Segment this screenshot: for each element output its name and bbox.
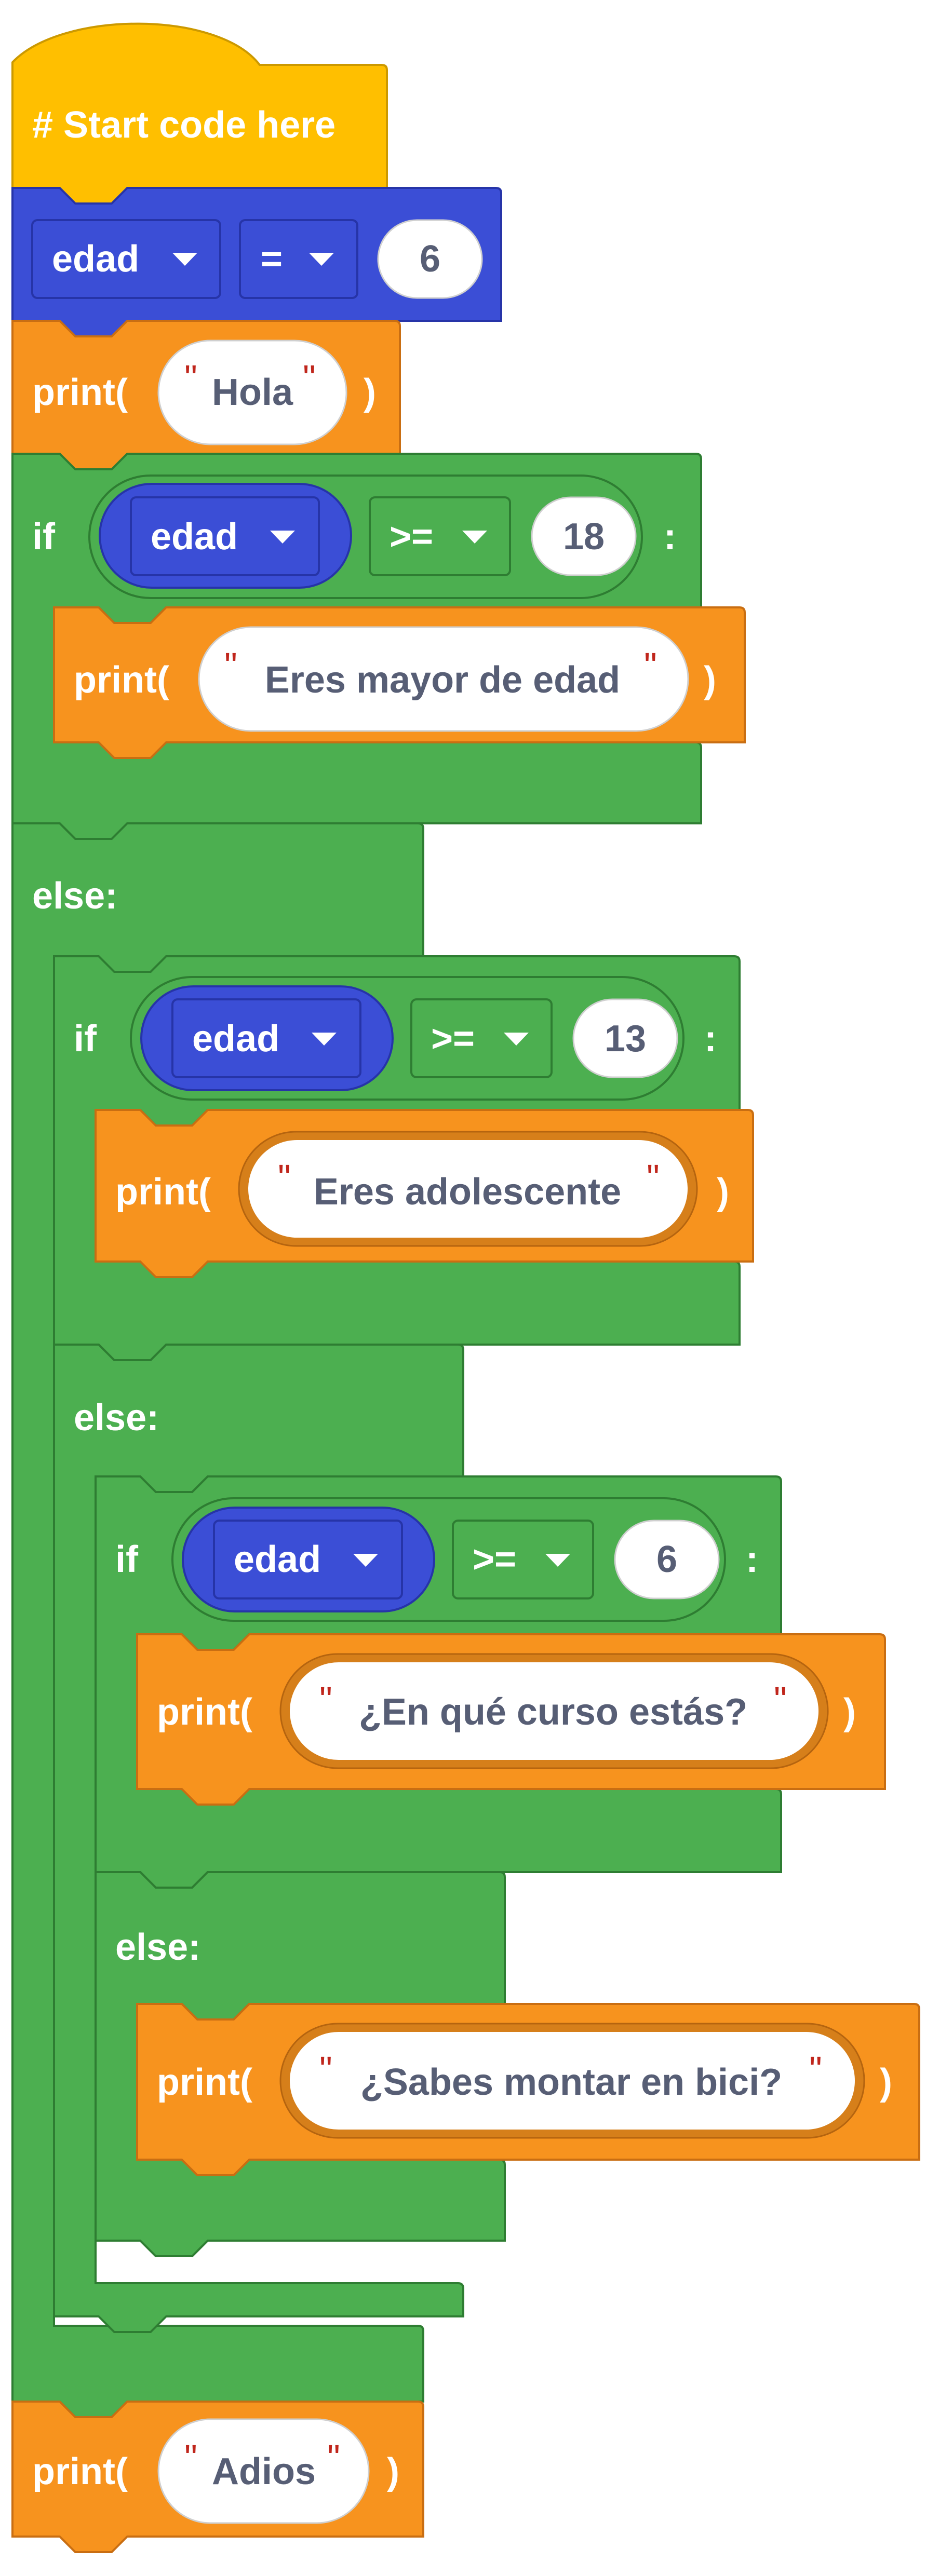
operator-dropdown[interactable] (453, 1521, 593, 1598)
variable-reporter[interactable] (183, 1508, 434, 1611)
if-else-middle-block[interactable] (54, 956, 919, 2332)
operator-symbol: >= (473, 1539, 517, 1580)
else-keyword: else: (115, 1927, 201, 1968)
value-text: 18 (562, 516, 605, 558)
if-else-inner-block[interactable] (96, 1476, 919, 2256)
operator-dropdown[interactable] (411, 999, 552, 1077)
print-keyword: print( (115, 1171, 211, 1213)
operator-symbol: = (261, 238, 283, 280)
string-input[interactable] (158, 2419, 369, 2523)
print-keyword: print( (32, 372, 128, 413)
colon: : (746, 1539, 758, 1580)
print-adios-block[interactable] (12, 2402, 423, 2552)
close-quote: " (327, 2437, 340, 2478)
variable-reporter[interactable] (100, 484, 351, 588)
value-text: 6 (419, 238, 441, 280)
operator-dropdown[interactable] (240, 220, 357, 298)
string-text: Hola (211, 372, 293, 413)
string-input[interactable] (239, 1132, 697, 1246)
close-quote: " (644, 645, 657, 686)
print-close-paren: ) (364, 372, 376, 413)
variable-name: edad (192, 1018, 280, 1060)
close-quote: " (647, 1157, 660, 1198)
operator-dropdown[interactable] (370, 497, 510, 575)
string-input[interactable] (280, 2024, 864, 2138)
variable-name: edad (234, 1539, 321, 1580)
if-keyword: if (74, 1018, 97, 1060)
value-input[interactable] (532, 497, 636, 575)
print-keyword: print( (32, 2451, 128, 2492)
print-curso-block[interactable] (137, 1634, 885, 1805)
print-bici-block[interactable] (137, 2004, 919, 2175)
colon: : (664, 516, 676, 558)
string-input[interactable] (280, 1654, 828, 1768)
print-close-paren: ) (717, 1171, 729, 1213)
string-input[interactable] (199, 627, 688, 731)
value-input[interactable] (378, 220, 482, 298)
open-quote: " (319, 2049, 332, 2090)
start-hat-block[interactable] (12, 24, 387, 204)
value-input[interactable] (615, 1521, 719, 1598)
condition[interactable] (131, 977, 683, 1100)
print-keyword: print( (157, 2062, 252, 2103)
string-text: Eres mayor de edad (264, 659, 621, 701)
condition[interactable] (89, 476, 642, 598)
string-text: ¿En qué curso estás? (358, 1691, 748, 1733)
close-quote: " (774, 1679, 787, 1720)
open-quote: " (224, 645, 237, 686)
string-text: Adios (211, 2451, 316, 2492)
close-quote: " (303, 358, 316, 398)
variable-dropdown[interactable] (32, 220, 220, 298)
if-else-outer-block[interactable] (12, 454, 919, 2417)
print-close-paren: ) (880, 2062, 892, 2103)
print-close-paren: ) (704, 659, 716, 701)
value-input[interactable] (573, 999, 677, 1077)
value-text: 13 (604, 1018, 647, 1060)
string-text: Eres adolescente (313, 1171, 622, 1213)
string-text: ¿Sabes montar en bici? (360, 2062, 783, 2103)
print-close-paren: ) (843, 1691, 856, 1733)
else-keyword: else: (32, 875, 118, 917)
print-adolescente-block[interactable] (96, 1110, 753, 1277)
else-keyword: else: (74, 1397, 159, 1439)
open-quote: " (184, 2437, 197, 2478)
print-close-paren: ) (387, 2451, 399, 2492)
print-keyword: print( (74, 659, 169, 701)
start-label: # Start code here (32, 104, 336, 146)
close-quote: " (809, 2049, 822, 2090)
variable-name: edad (151, 516, 238, 558)
open-quote: " (278, 1157, 291, 1198)
assignment-block[interactable] (12, 188, 501, 336)
variable-name: edad (52, 238, 140, 280)
operator-symbol: >= (390, 516, 434, 558)
variable-reporter[interactable] (141, 986, 393, 1090)
operator-dropdown-box (240, 220, 357, 298)
print-mayor-block[interactable] (54, 607, 745, 758)
if-keyword: if (115, 1539, 138, 1580)
open-quote: " (184, 358, 197, 398)
print-keyword: print( (157, 1691, 252, 1733)
open-quote: " (319, 1679, 332, 1720)
print-hola-block[interactable] (12, 321, 400, 469)
value-text: 6 (656, 1539, 678, 1580)
operator-symbol: >= (431, 1018, 475, 1060)
string-input[interactable] (158, 341, 346, 444)
condition[interactable] (172, 1498, 725, 1621)
colon: : (704, 1018, 717, 1060)
if-keyword: if (32, 516, 55, 558)
